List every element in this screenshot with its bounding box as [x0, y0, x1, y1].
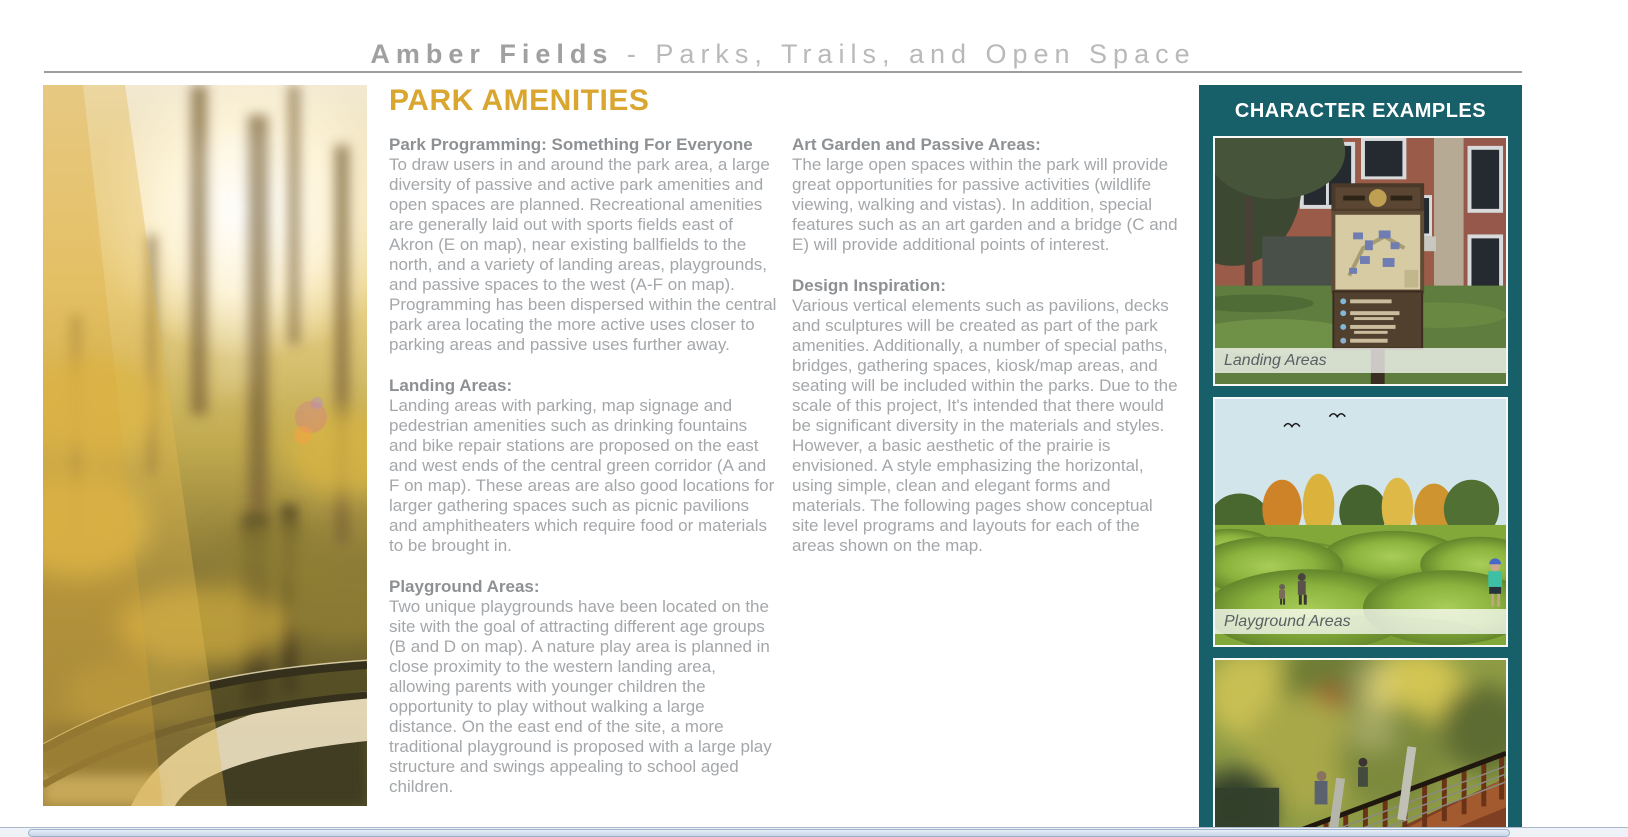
section-body: Landing areas with parking, map signage and pedestrian amenities such as drinking fountains and bike repair stations are proposed on the east and west ends of the central green corridor (A and F on map). These areas are also good locations for larger gathering spaces such as picnic pavilions and amphitheaters which require food or materials to be brought in. [389, 396, 775, 555]
section-heading: Design Inspiration: [792, 276, 946, 295]
section-title: PARK AMENITIES [389, 84, 650, 117]
section-body: To draw users in and around the park area, a large diversity of passive and active park amenities and open spaces are planned. Recreational amenities are generally laid out with sports fields east of Akron (E on map), near existing ballfields to the north, and a variety of landing areas, playgrounds, and passive spaces to the west (A-F on map). Programming has been dispersed within the central park area locating the more active uses closer to parking areas and passive uses further away. [389, 155, 777, 354]
text-column-1 [389, 135, 777, 818]
panel-title: CHARACTER EXAMPLES [1234, 100, 1487, 122]
bridge-photo-illustration [1215, 660, 1506, 827]
horizontal-scrollbar[interactable] [0, 827, 1628, 837]
page-subtitle: - Parks, Trails, and Open Space [613, 39, 1196, 69]
section-heading: Playground Areas: [389, 577, 540, 596]
hero-photo-boardwalk [43, 85, 367, 806]
section-design-inspiration [792, 276, 1180, 556]
example-photo-bridge [1213, 658, 1508, 827]
text-columns [389, 135, 1181, 818]
section-body: Various vertical elements such as pavilions, decks and sculptures will be created as part of the park amenities. Additionally, a number of special paths, bridges, gathering spaces, kiosk/map areas, and seating will be included within the parks. Due to the scale of this project, It's intended that there would be significant diversity in the materials and styles. However, a basic aesthetic of the prairie is envisioned. A style emphasizing the horizontal, using simple, clean and elegant forms and materials. The following pages show conceptual site level programs and layouts for each of the areas shown on the map. [792, 296, 1178, 555]
section-heading: Art Garden and Passive Areas: [792, 135, 1041, 154]
section-body: The large open spaces within the park will provide great opportunities for passive activities (wildlife viewing, walking and vistas). In addition, special features such as an art garden and a bridge (C and E) will provide additional points of interest. [792, 155, 1178, 254]
scrollbar-thumb[interactable] [28, 829, 1510, 837]
section-landing-areas [389, 376, 777, 556]
section-park-programming [389, 135, 777, 355]
boardwalk-photo-illustration [43, 85, 367, 806]
main-content [389, 84, 1181, 818]
character-examples-panel [1199, 85, 1522, 827]
text-column-2 [792, 135, 1180, 818]
example-caption: Landing Areas [1215, 348, 1506, 373]
section-heading: Landing Areas: [389, 376, 513, 395]
page-title [44, 0, 1522, 70]
header-divider [44, 71, 1522, 73]
project-name: Amber Fields [370, 39, 614, 69]
example-caption: Playground Areas [1215, 609, 1506, 634]
section-body: Two unique playgrounds have been located on the site with the goal of attracting different age groups (B and D on map). A nature play area is planned in close proximity to the western landing area, allowing parents with younger children the opportunity to play without walking a large distance. On the east end of the site, a more traditional playground is proposed with a large play structure and swings appealing to school aged children. [389, 597, 772, 796]
section-playground-areas [389, 577, 777, 797]
section-heading: Park Programming: Something For Everyone [389, 135, 753, 154]
page-header [44, 0, 1522, 70]
section-art-garden [792, 135, 1180, 255]
example-photo-playground-areas [1213, 397, 1508, 647]
example-photo-landing-areas [1213, 136, 1508, 386]
